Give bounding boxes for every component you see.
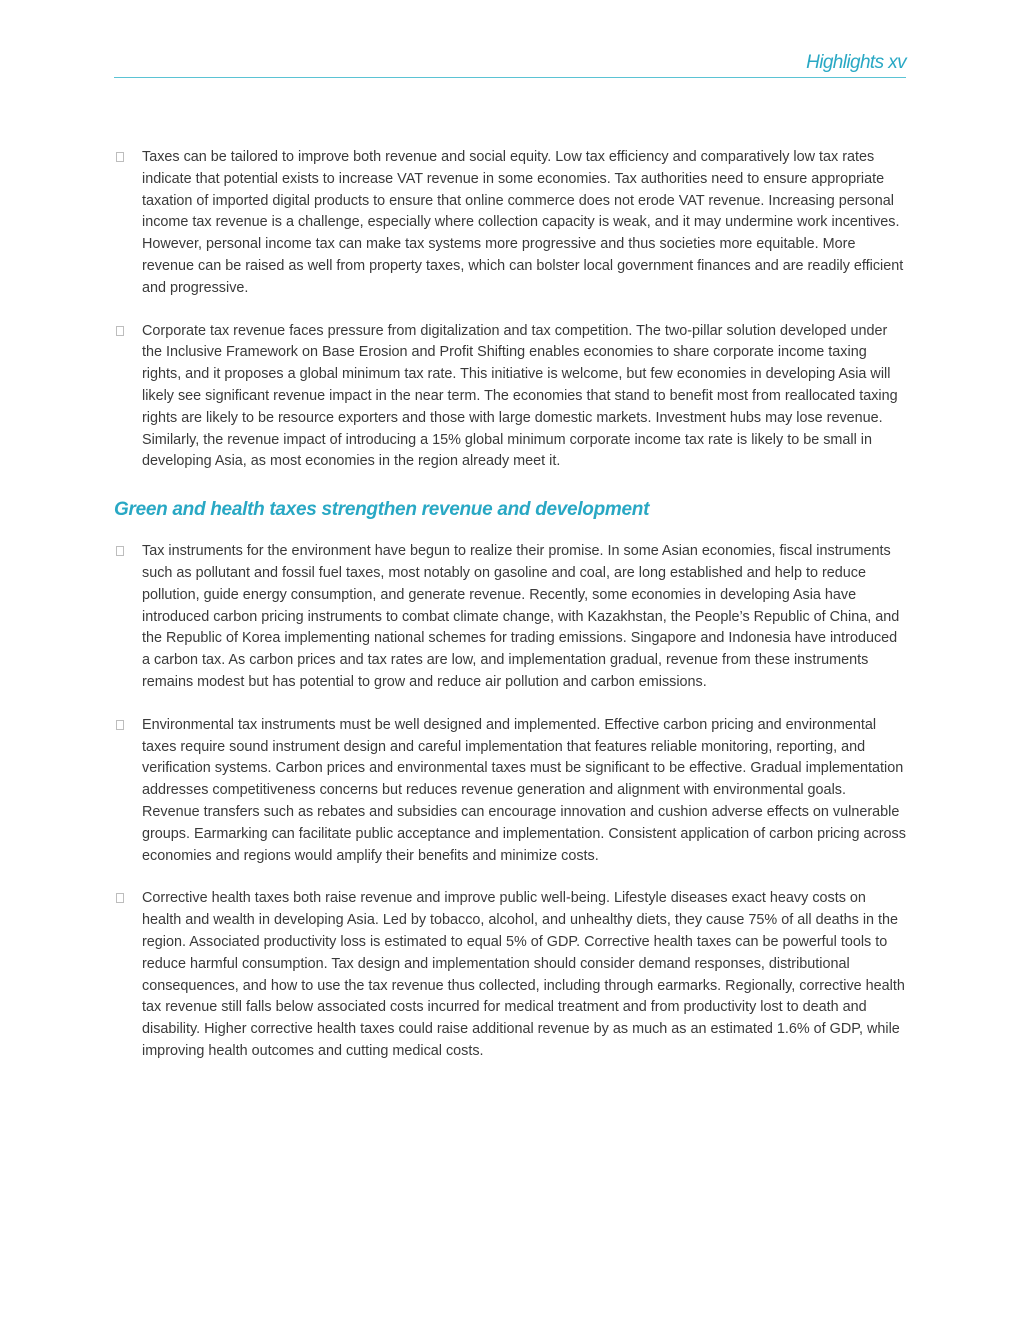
bullet-marker-icon <box>116 326 124 336</box>
bullet-health-taxes <box>114 888 906 1062</box>
bullet-text: Taxes can be tailored to improve both revenue and social equity. Low tax efficiency and comparatively low tax rates indicate that potential exists to increase VAT revenue in some economies. Tax authorities need to ensure appropriate taxation of imported digital products to ensure that online commerce does not erode VAT revenue. Increasing personal income tax revenue is a challenge, especially where collection capacity is weak, and it may undermine work incentives. However, personal income tax can make tax systems more progressive and thus societies more equitable. More revenue can be raised as well from property taxes, which can bolster local government finances and are readily efficient and progressive. <box>142 149 904 296</box>
bullet-marker-icon <box>116 152 124 162</box>
bullet-text: Environmental tax instruments must be well designed and implemented. Effective carbon pricing and environmental taxes require sound instrument design and careful implementation that features reliable monitoring, reporting, and verification systems. Carbon prices and environmental taxes must be significant to be effective. Gradual implementation addresses competitiveness concerns but reduces revenue generation and alignment with environmental goals. Revenue transfers such as rebates and subsidies can encourage innovation and cushion adverse effects on vulnerable groups. Earmarking can facilitate public acceptance and implementation. Consistent application of carbon pricing across economies and regions would amplify their benefits and minimize costs. <box>142 716 906 864</box>
running-title: Highlights xv <box>806 52 906 73</box>
page-header <box>114 52 906 78</box>
bullet-text: Corrective health taxes both raise revenue and improve public well-being. Lifestyle diseases exact heavy costs on health and wealth in developing Asia. Led by tobacco, alcohol, and unhealthy diets, they cause 75% of all deaths in the region. Associated productivity loss is estimated to equal 5% of GDP. Corrective health taxes can be powerful tools to reduce harmful consumption. Tax design and implementation should consider demand responses, distributional consequences, and how to use the tax revenue thus collected, including through earmarks. Regionally, corrective health tax revenue still falls below associated costs incurred for medical treatment and from productivity lost to death and disability. Higher corrective health taxes could raise additional revenue by as much as an estimated 1.6% of GDP, while improving health outcomes and cutting medical costs. <box>142 890 905 1059</box>
bullet-marker-icon <box>116 893 124 903</box>
bullet-text: Corporate tax revenue faces pressure from digitalization and tax competition. The two-pillar solution developed under the Inclusive Framework on Base Erosion and Profit Shifting enables economies to share corporate income taxing rights, and it proposes a global minimum tax rate. This initiative is welcome, but few economies in developing Asia will likely see significant revenue impact in the near term. The economies that stand to benefit most from reallocated taxing rights are likely to be resource exporters and those with large domestic markets. Investment hubs may lose revenue. Similarly, the revenue impact of introducing a 15% global minimum corporate income tax rate is likely to be small in developing Asia, as most economies in the region already meet it. <box>142 322 898 470</box>
bullet-corporate-tax <box>114 321 906 474</box>
bullet-text: Tax instruments for the environment have begun to realize their promise. In some Asian economies, fiscal instruments such as pollutant and fossil fuel taxes, most notably on gasoline and coal, are long established and help to reduce pollution, guide energy consumption, and generate revenue. Recently, some economies in developing Asia have introduced carbon pricing instruments to combat climate change, with Kazakhstan, the People’s Republic of China, and the Republic of Korea implementing national schemes for trading emissions. Singapore and Indonesia have introduced a carbon tax. As carbon prices and tax rates are low, and implementation gradual, revenue from these instruments remains modest but has potential to grow and reduce air pollution and carbon emissions. <box>142 543 900 690</box>
bullet-tax-equity <box>114 147 906 300</box>
bullet-marker-icon <box>116 546 124 556</box>
section-heading: Green and health taxes strengthen revenue and development <box>114 499 650 521</box>
page-content <box>114 147 906 1063</box>
bullet-environment-instruments <box>114 541 906 694</box>
bullet-marker-icon <box>116 720 124 730</box>
bullet-environmental-design <box>114 715 906 868</box>
